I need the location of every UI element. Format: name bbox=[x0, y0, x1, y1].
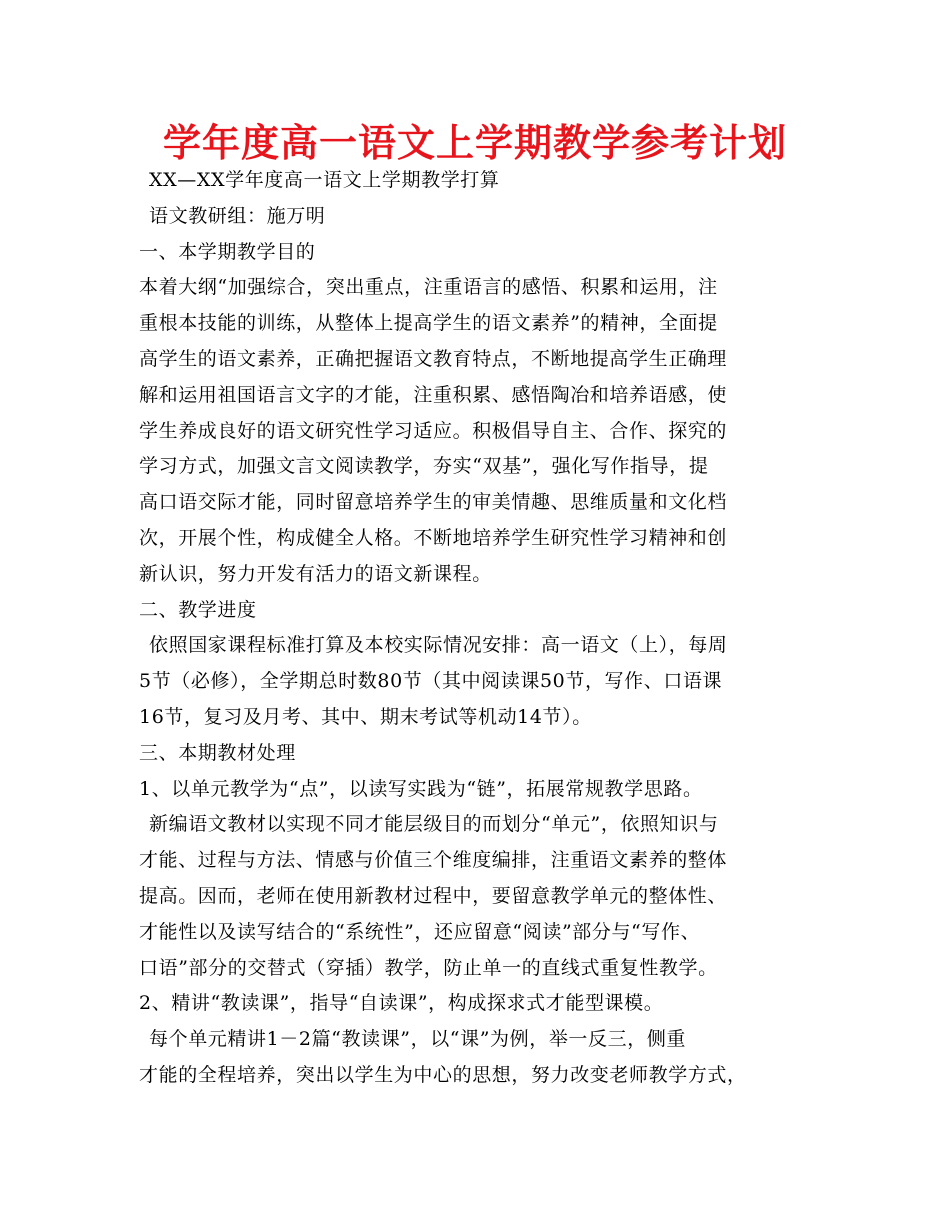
paragraph-line: 才能、过程与方法、情感与价值三个维度编排，注重语文素养的整体 bbox=[139, 849, 728, 872]
paragraph-line: 才能性以及读写结合的“系统性”，还应留意“阅读”部分与“写作、 bbox=[139, 920, 701, 943]
section-heading: 三、本期教材处理 bbox=[139, 741, 296, 764]
document-title: 学年度高一语文上学期教学参考计划 bbox=[162, 121, 787, 165]
paragraph-line: 学习方式，加强文言文阅读教学，夯实“双基”，强化写作指导，提 bbox=[139, 455, 709, 478]
paragraph-line: 新编语文教材以实现不同才能层级目的而划分“单元”，依照知识与 bbox=[149, 813, 719, 836]
subsection-heading: 1、以单元教学为“点”，以读写实践为“链”，拓展常规教学思路。 bbox=[139, 777, 703, 800]
paragraph-line: 依照国家课程标准打算及本校实际情况安排：高一语文（上），每周 bbox=[149, 634, 728, 657]
paragraph-line: 高学生的语文素养，正确把握语文教育特点，不断地提高学生正确理 bbox=[139, 347, 728, 370]
paragraph-line: 本着大纲“加强综合，突出重点，注重语言的感悟、积累和运用，注 bbox=[139, 276, 718, 299]
paragraph-line: 口语”部分的交替式（穿插）教学，防止单一的直线式重复性教学。 bbox=[139, 956, 718, 979]
paragraph-line: 新认识，努力开发有活力的语文新课程。 bbox=[139, 562, 492, 585]
paragraph-line: 16节，复习及月考、其中、期末考试等机动14节）。 bbox=[139, 705, 592, 728]
paragraph-line: 才能的全程培养，突出以学生为中心的思想，努力改变老师教学方式， bbox=[139, 1063, 747, 1086]
subsection-heading: 2、精讲“教读课”，指导“自读课”，构成探求式才能型课模。 bbox=[139, 992, 664, 1015]
section-heading: 二、教学进度 bbox=[139, 598, 257, 621]
paragraph-line: 5节（必修），全学期总时数80节（其中阅读课50节，写作、口语课 bbox=[139, 670, 723, 693]
document-body bbox=[139, 163, 829, 1094]
paragraph-line: 每个单元精讲1－2篇“教读课”，以“课”为例，举一反三，侧重 bbox=[149, 1028, 687, 1051]
paragraph-line: 提高。因而，老师在使用新教材过程中，要留意教学单元的整体性、 bbox=[139, 884, 728, 907]
paragraph-line: 重根本技能的训练，从整体上提高学生的语文素养”的精神，全面提 bbox=[139, 312, 718, 335]
author-line: 语文教研组：施万明 bbox=[149, 204, 326, 227]
paragraph-line: 次，开展个性，构成健全人格。不断地培养学生研究性学习精神和创 bbox=[139, 526, 728, 549]
paragraph-line: 解和运用祖国语言文字的才能，注重积累、感悟陶冶和培养语感，使 bbox=[139, 383, 728, 406]
subtitle-line: XX—XX学年度高一语文上学期教学打算 bbox=[149, 169, 500, 191]
paragraph-line: 高口语交际才能，同时留意培养学生的审美情趣、思维质量和文化档 bbox=[139, 491, 728, 514]
paragraph-line: 学生养成良好的语文研究性学习适应。积极倡导自主、合作、探究的 bbox=[139, 419, 728, 442]
section-heading: 一、本学期教学目的 bbox=[139, 240, 316, 263]
